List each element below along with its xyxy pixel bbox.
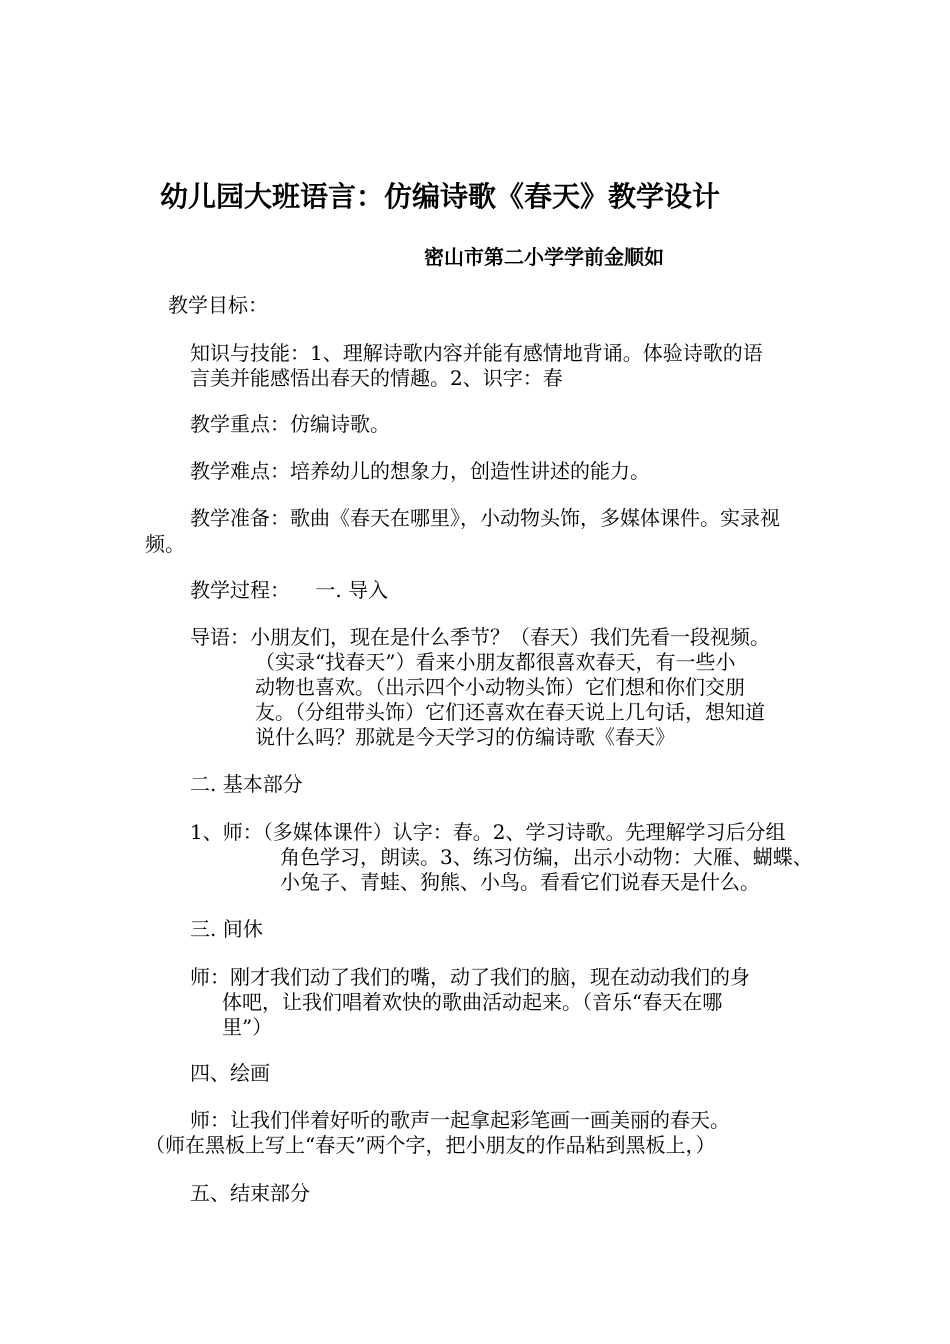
- preparation-line-1: 教学准备：歌曲《春天在哪里》，小动物头饰，多媒体课件。实录视: [190, 506, 780, 530]
- document-title: 幼儿园大班语言：仿编诗歌《春天》教学设计: [160, 180, 721, 213]
- teacher3-line-1: 师：让我们伴着好听的歌声一起拿起彩笔画一画美丽的春天。: [190, 1108, 730, 1132]
- difficulty: 教学难点：培养幼儿的想象力，创造性讲述的能力。: [190, 459, 650, 483]
- key-point: 教学重点：仿编诗歌。: [190, 412, 390, 436]
- teacher1-line-3: 小兔子、青蛙、狗熊、小鸟。看看它们说春天是什么。: [280, 870, 760, 894]
- knowledge-line-2: 言美并能感悟出春天的情趣。2、识字：春: [190, 366, 563, 390]
- teacher1-line-2: 角色学习，朗读。3、练习仿编，出示小动物：大雁、蝴蝶、: [280, 845, 813, 869]
- objectives-heading: 教学目标：: [168, 293, 268, 317]
- process-heading: 教学过程： 一. 导入: [190, 578, 389, 602]
- author-line: 密山市第二小学学前金顺如: [424, 245, 664, 269]
- intro-line-2: （实录“找春天”）看来小朋友都很喜欢春天，有一些小: [255, 650, 736, 674]
- section-5-heading: 五、结束部分: [190, 1181, 310, 1205]
- intro-line-4: 友。（分组带头饰）它们还喜欢在春天说上几句话，想知道: [255, 700, 765, 724]
- section-3-heading: 三. 间休: [190, 917, 263, 941]
- teacher2-line-3: 里”）: [222, 1015, 273, 1039]
- intro-line-3: 动物也喜欢。（出示四个小动物头饰）它们想和你们交朋: [255, 675, 745, 699]
- teacher2-line-2: 体吧，让我们唱着欢快的歌曲活动起来。（音乐“春天在哪: [222, 990, 723, 1014]
- preparation-line-2: 频。: [145, 532, 185, 556]
- section-2-heading: 二. 基本部分: [190, 772, 303, 796]
- intro-line-1: 导语：小朋友们，现在是什么季节？（春天）我们先看一段视频。: [190, 625, 770, 649]
- knowledge-line-1: 知识与技能：1、理解诗歌内容并能有感情地背诵。体验诗歌的语: [190, 341, 763, 365]
- section-4-heading: 四、绘画: [190, 1061, 270, 1085]
- intro-line-5: 说什么吗？那就是今天学习的仿编诗歌《春天》: [255, 725, 675, 749]
- teacher1-line-1: 1、师：（多媒体课件）认字：春。2、学习诗歌。先理解学习后分组: [190, 820, 786, 844]
- teacher2-line-1: 师：刚才我们动了我们的嘴，动了我们的脑，现在动动我们的身: [190, 965, 750, 989]
- teacher3-line-2: （师在黑板上写上“春天”两个字，把小朋友的作品粘到黑板上，）: [145, 1133, 716, 1157]
